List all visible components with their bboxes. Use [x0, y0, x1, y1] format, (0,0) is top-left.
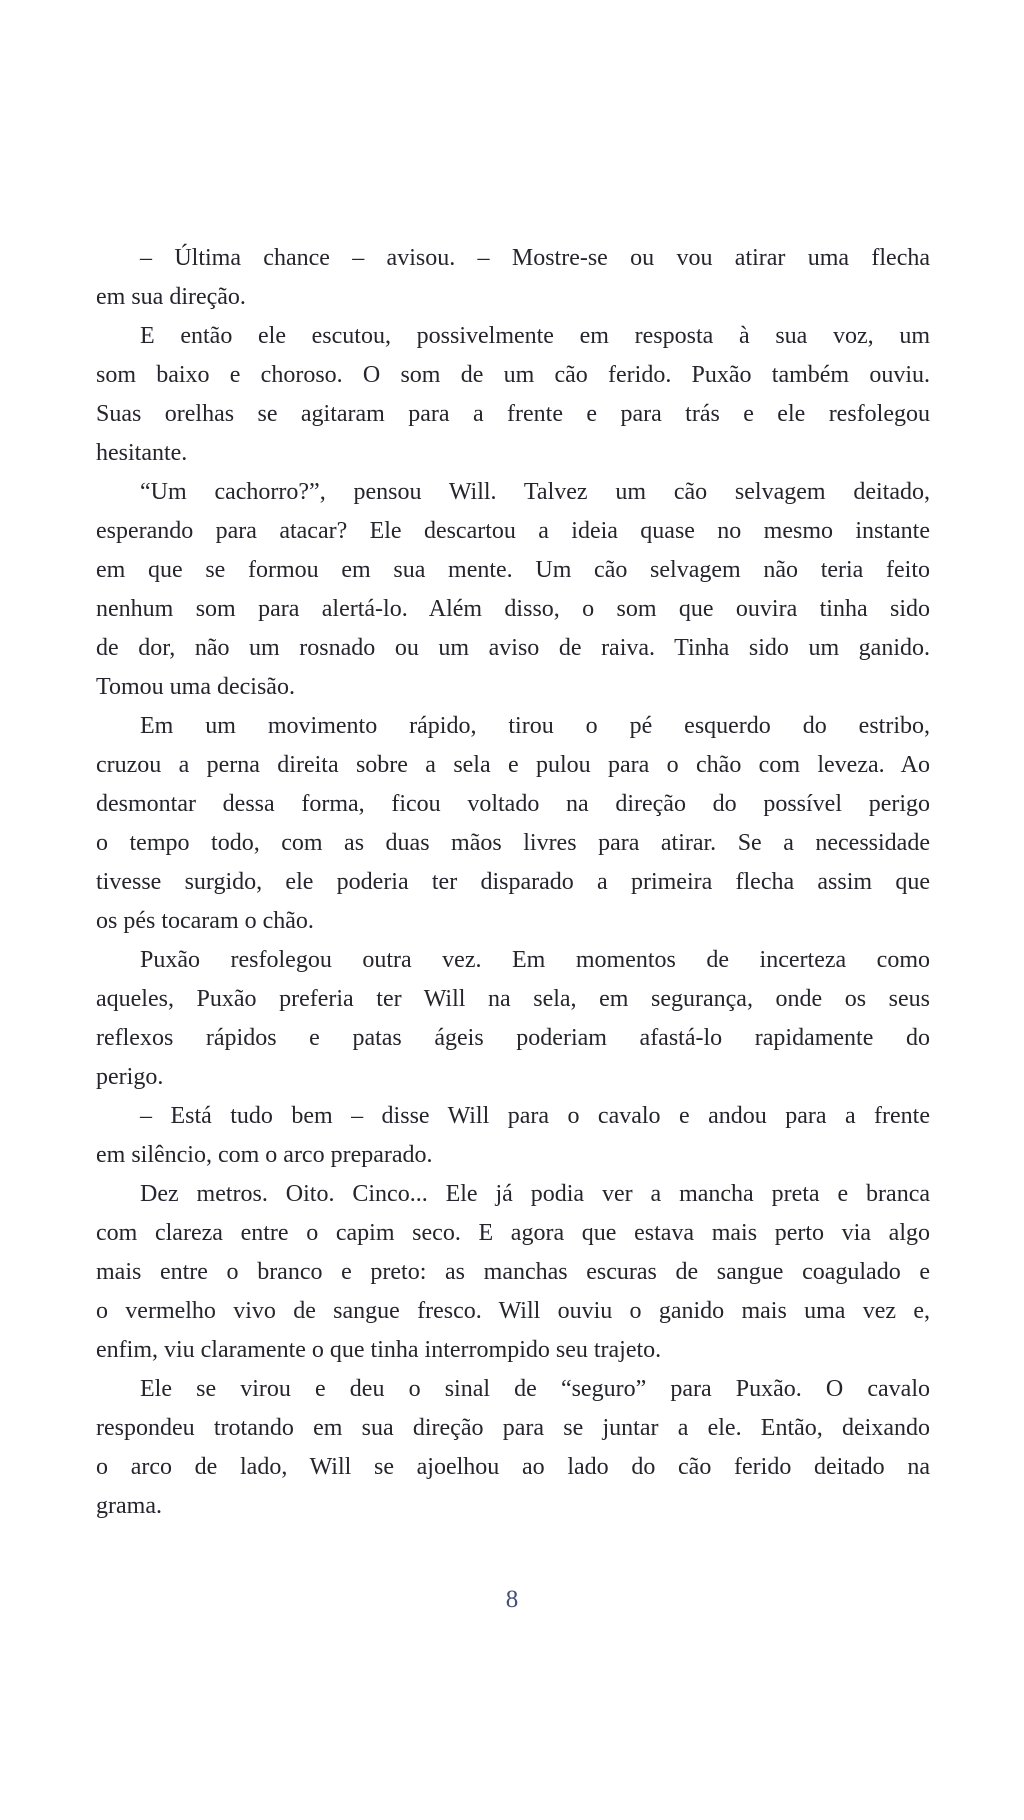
text-line: reflexos rápidos e patas ágeis poderiam afastá-lo rapidamente do — [96, 1025, 930, 1051]
text-line: nenhum som para alertá-lo. Além disso, o som que ouvira tinha sido — [96, 596, 930, 622]
page-text — [96, 239, 930, 1526]
text-line: com clareza entre o capim seco. E agora que estava mais perto via algo — [96, 1220, 930, 1246]
paragraph — [96, 473, 930, 707]
text-line: – Está tudo bem – disse Will para o cavalo e andou para a frente — [140, 1103, 930, 1129]
paragraph — [96, 317, 930, 473]
text-line: em que se formou em sua mente. Um cão selvagem não teria feito — [96, 557, 930, 583]
text-line: Dez metros. Oito. Cinco... Ele já podia ver a mancha preta e branca — [140, 1181, 930, 1207]
text-line: som baixo e choroso. O som de um cão ferido. Puxão também ouviu. — [96, 362, 930, 388]
text-line: cruzou a perna direita sobre a sela e pulou para o chão com leveza. Ao — [96, 752, 930, 778]
text-line: em sua direção. — [96, 284, 246, 310]
text-line: mais entre o branco e preto: as manchas escuras de sangue coagulado e — [96, 1259, 930, 1285]
text-line: tivesse surgido, ele poderia ter disparado a primeira flecha assim que — [96, 869, 930, 895]
page-number: 8 — [505, 1586, 519, 1613]
text-line: E então ele escutou, possivelmente em resposta à sua voz, um — [140, 323, 930, 349]
text-line: o arco de lado, Will se ajoelhou ao lado do cão ferido deitado na — [96, 1454, 930, 1480]
text-line: hesitante. — [96, 440, 188, 466]
text-line: Puxão resfolegou outra vez. Em momentos de incerteza como — [140, 947, 930, 973]
paragraph — [96, 707, 930, 941]
paragraph — [96, 1175, 930, 1370]
text-line: grama. — [96, 1493, 162, 1519]
text-line: – Última chance – avisou. – Mostre-se ou vou atirar uma flecha — [140, 245, 930, 271]
text-line: desmontar dessa forma, ficou voltado na direção do possível perigo — [96, 791, 930, 817]
text-line: Tomou uma decisão. — [96, 674, 295, 700]
text-line: Em um movimento rápido, tirou o pé esquerdo do estribo, — [140, 713, 930, 739]
text-line: o vermelho vivo de sangue fresco. Will ouviu o ganido mais uma vez e, — [96, 1298, 930, 1324]
text-line: aqueles, Puxão preferia ter Will na sela, em segurança, onde os seus — [96, 986, 930, 1012]
text-line: esperando para atacar? Ele descartou a ideia quase no mesmo instante — [96, 518, 930, 544]
text-line: perigo. — [96, 1064, 164, 1090]
text-line: os pés tocaram o chão. — [96, 908, 314, 934]
text-line: de dor, não um rosnado ou um aviso de raiva. Tinha sido um ganido. — [96, 635, 930, 661]
text-line: “Um cachorro?”, pensou Will. Talvez um cão selvagem deitado, — [140, 479, 930, 505]
text-line: Suas orelhas se agitaram para a frente e para trás e ele resfolegou — [96, 401, 930, 427]
paragraph — [96, 239, 930, 317]
text-line: respondeu trotando em sua direção para se juntar a ele. Então, deixando — [96, 1415, 930, 1441]
paragraph — [96, 941, 930, 1097]
paragraph — [96, 1370, 930, 1526]
text-line: Ele se virou e deu o sinal de “seguro” para Puxão. O cavalo — [140, 1376, 930, 1402]
paragraph — [96, 1097, 930, 1175]
text-line: o tempo todo, com as duas mãos livres para atirar. Se a necessidade — [96, 830, 930, 856]
text-line: em silêncio, com o arco preparado. — [96, 1142, 433, 1168]
text-line: enfim, viu claramente o que tinha interrompido seu trajeto. — [96, 1337, 662, 1363]
